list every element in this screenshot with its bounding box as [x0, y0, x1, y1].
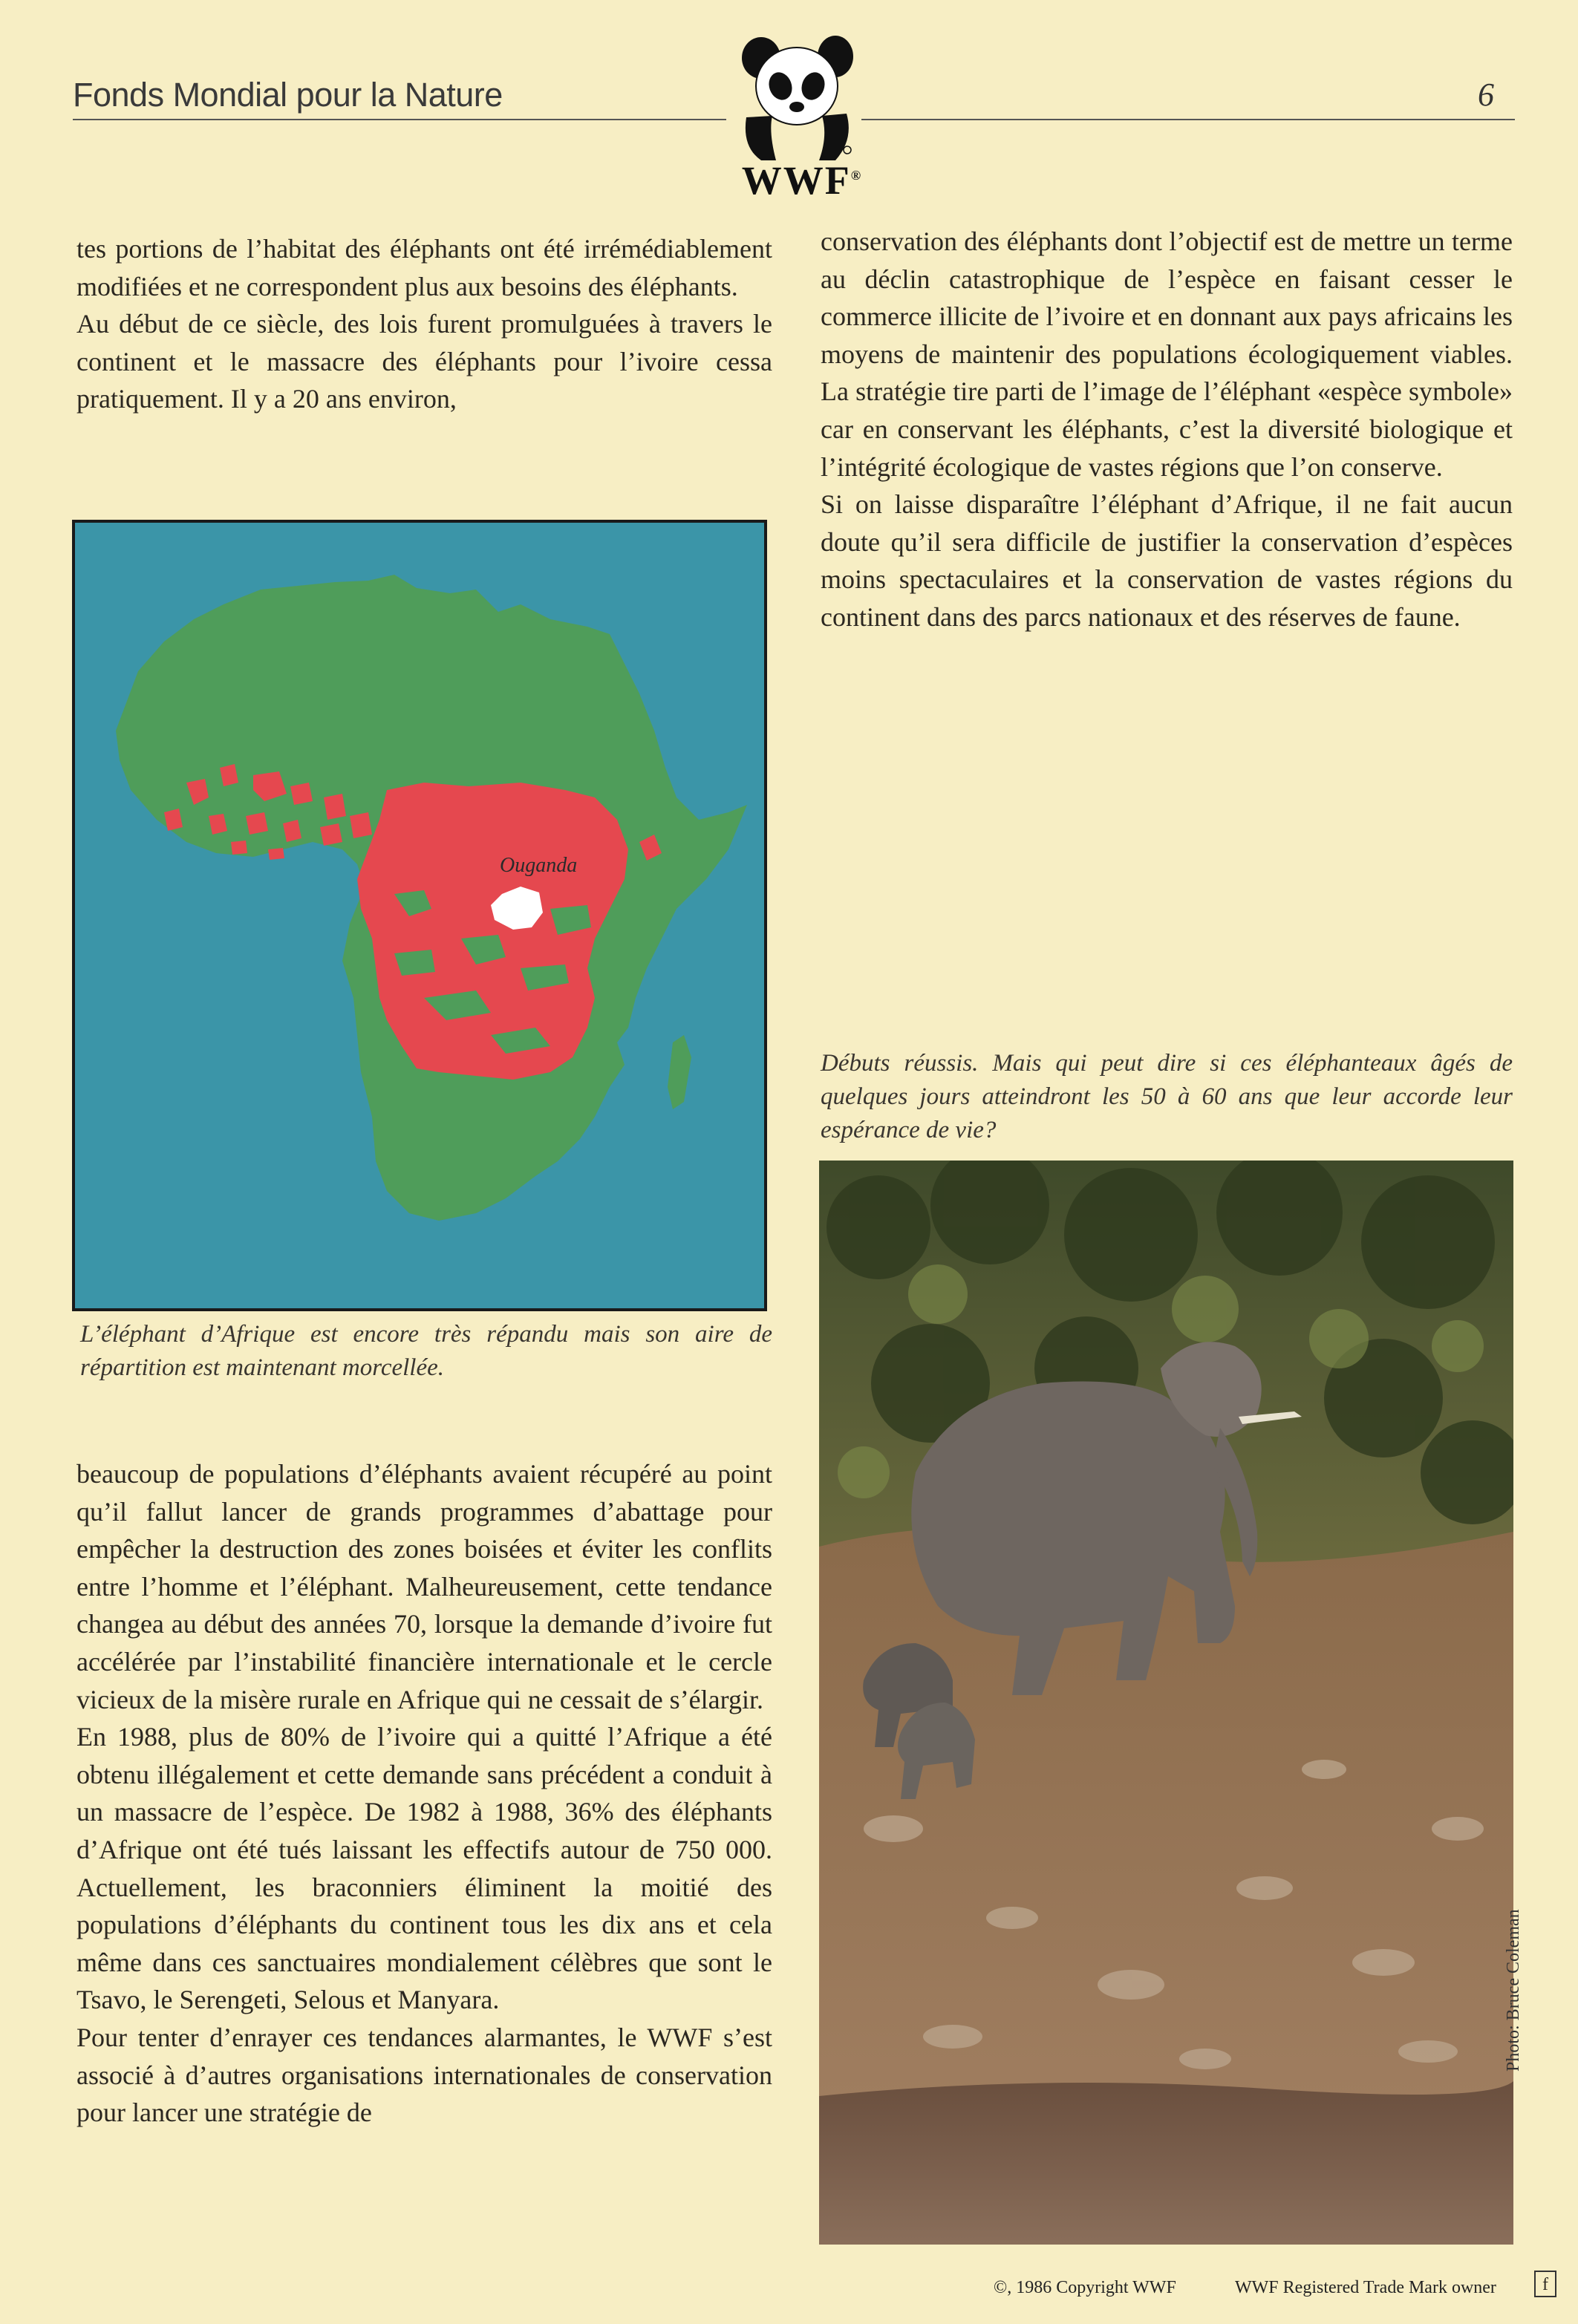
africa-map — [72, 520, 767, 1311]
uganda-label: Ouganda — [500, 854, 578, 877]
photo-caption: Débuts réussis. Mais qui peut dire si ces éléphanteaux âgés de quelques jours atteindront les 50 à 60 ans que leur accorde leur espérance de vie? — [821, 1050, 1513, 1143]
photo-credit: Photo: Bruce Coleman — [1504, 1909, 1523, 2072]
header-title: Fonds Mondial pour la Nature — [73, 76, 503, 114]
left-column-bottom-text — [76, 1455, 772, 2132]
sheet-code: f — [1534, 2271, 1556, 2297]
header-rule-right — [861, 119, 1515, 120]
right-column-text — [821, 223, 1513, 636]
paragraph: En 1988, plus de 80% de l’ivoire qui a quitté l’Afrique a été obtenu illégalement et cette demande sans précédent a conduit à un massacre de l’espèce. De 1982 à 1988, 36% des éléphants d’Afrique ont été tués laissant les effectifs autour de 750 000. Actuellement, les braconniers éliminent la moitié des populations d’éléphants du continent tous les dix ans et cela même dans ces sanctuaires mondialement célèbres que sont le Tsavo, le Serengeti, Selous et Manyara. — [76, 1722, 772, 2015]
panda-logo-icon — [731, 28, 861, 162]
madagascar — [668, 1035, 691, 1109]
elephant-photo-graphic — [819, 1161, 1513, 2245]
page-number: 6 — [1478, 76, 1494, 113]
trademark: WWF Registered Trade Mark owner — [1235, 2278, 1496, 2297]
header-rule-left — [73, 119, 726, 120]
paragraph: conservation des éléphants dont l’objectif est de mettre un terme au déclin catastrophique de l’espèce en faisant cesser le commerce illicite de l’ivoire et en donnant aux pays africains les moyens de maintenir des populations écologiquement viables. La stratégie tire parti de l’image de l’éléphant «espèce symbole» car en conservant les éléphants, c’est la diversité biologique et l’intégrité écologique de vastes régions que l’on conserve. — [821, 226, 1513, 482]
wwf-logo-text: WWF® — [741, 158, 863, 203]
paragraph: Pour tenter d’enrayer ces tendances alarmantes, le WWF s’est associé à d’autres organisations internationales de conservation pour lancer une stratégie de — [76, 2022, 772, 2128]
paragraph: beaucoup de populations d’éléphants avaient récupéré au point qu’il fallut lancer de grands programmes d’abattage pour empêcher la destruction des zones boisées et éviter les conflits entre l’homme et l’éléphant. Malheureusement, cette tendance changea au début des années 70, lorsque la demande d’ivoire fut accélérée par l’instabilité financière internationale et le cercle vicieux de la misère rurale en Afrique qui ne cessait de s’élargir. — [76, 1459, 772, 1714]
paragraph: tes portions de l’habitat des éléphants ont été irrémédiablement modifiées et ne correspondent plus aux besoins des éléphants. — [76, 234, 772, 301]
map-caption: L’éléphant d’Afrique est encore très répandu mais son aire de répartition est maintenant morcellée. — [80, 1321, 772, 1381]
left-column-top-text — [76, 230, 772, 418]
elephant-photo — [819, 1161, 1513, 2245]
paragraph: Si on laisse disparaître l’éléphant d’Afrique, il ne fait aucun doute qu’il sera difficile de justifier la conservation d’espèces moins spectaculaires et la conservation de vastes régions du continent dans des parcs nationaux et des réserves de faune. — [821, 489, 1513, 632]
africa-map-graphic — [75, 523, 764, 1308]
copyright: ©, 1986 Copyright WWF — [994, 2278, 1176, 2297]
paragraph: Au début de ce siècle, des lois furent promulguées à travers le continent et le massacre des éléphants pour l’ivoire cessa pratiquement. Il y a 20 ans environ, — [76, 309, 772, 414]
